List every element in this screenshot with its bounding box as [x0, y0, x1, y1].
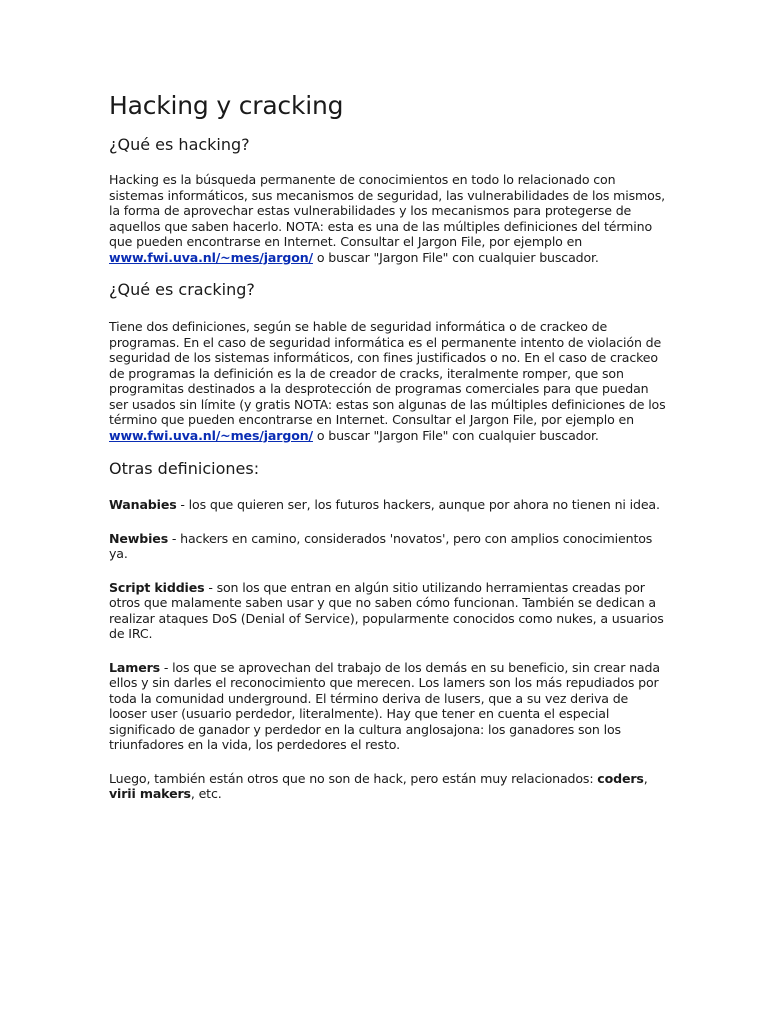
paragraph-hacking-text-end: o buscar "Jargon File" con cualquier buscador.	[312, 249, 599, 265]
term-newbies: Newbies	[109, 530, 169, 546]
term-coders: coders	[597, 770, 644, 786]
paragraph-cracking-text-end: o buscar "Jargon File" con cualquier buscador.	[312, 427, 599, 443]
term-wanabies: Wanabies	[109, 497, 177, 512]
paragraph-hacking-text: Hacking es la búsqueda permanente de conocimientos en todo lo relacionado con sistemas informáticos, sus mecanismos de seguridad, las vulnerabilidades de los mismos, la forma de aprovechar estas vulnerabilidades y los mecanismos para protegerse de aquellos que saben hacerlo. NOTA: esta es una de las múltiples definiciones del término que pueden encontrarse en Internet. Consultar el Jargon File, por ejemplo en	[109, 172, 665, 249]
definition-script-kiddies-text: - son los que entran en algún sitio utilizando herramientas creadas por otros que malamente saben usar y que no saben cómo funcionan. También se dedican a realizar ataques DoS (Denial of Service), popularmente conocidos como nukes, a usuarios de IRC.	[109, 579, 664, 641]
document-title: Hacking y cracking	[109, 91, 344, 120]
jargon-link-1[interactable]: www.fwi.uva.nl/~mes/jargon/	[109, 249, 313, 265]
heading-what-is-cracking: ¿Qué es cracking?	[109, 280, 255, 299]
closing-end: , etc.	[190, 786, 222, 801]
jargon-link-2[interactable]: www.fwi.uva.nl/~mes/jargon/	[109, 427, 313, 443]
definition-newbies-text: - hackers en camino, considerados 'novatos', pero con amplios conocimientos ya.	[109, 530, 653, 561]
definition-lamers-text: - los que se aprovechan del trabajo de los demás en su beneficio, sin crear nada ellos y sin darles el reconocimiento que merecen. Los lamers son los más repudiados por toda la comunidad underground. El término deriva de lusers, que a su vez deriva de looser user (usuario perdedor, literalmente). Hay que tener en cuenta el especial significado de ganador y perdedor en la cultura anglosajona: los ganadores son los triunfadores en la vida, los perdedores el resto.	[109, 659, 660, 752]
heading-other-definitions: Otras definiciones:	[109, 459, 260, 478]
term-virii-makers: virii makers	[109, 786, 191, 801]
paragraph-cracking-text: Tiene dos definiciones, según se hable de seguridad informática o de crackeo de programas. En el caso de seguridad informática es el permanente intento de violación de seguridad de los sistemas informáticos, con fines justificados o no. En el caso de crackeo de programas la definición es la de creador de cracks, iteralmente romper, que son programitas destinados a la desprotección de programas comerciales para que puedan ser usados sin límite (y gratis NOTA: estas son algunas de las múltiples definiciones de los término que pueden encontrarse en Internet. Consultar el Jargon File, por ejemplo en	[109, 319, 666, 427]
definition-lamers	[109, 660, 669, 753]
closing-intro: Luego, también están otros que no son de hack, pero están muy relacionados:	[109, 770, 598, 786]
paragraph-hacking	[109, 172, 669, 265]
closing-separator: ,	[643, 770, 648, 786]
definition-newbies	[109, 531, 669, 562]
heading-what-is-hacking: ¿Qué es hacking?	[109, 135, 250, 154]
paragraph-closing	[109, 771, 669, 802]
definition-wanabies	[109, 497, 669, 513]
term-lamers: Lamers	[109, 659, 160, 675]
document-body	[109, 90, 669, 802]
definition-script-kiddies	[109, 580, 669, 642]
term-script-kiddies: Script kiddies	[109, 579, 205, 595]
paragraph-cracking	[109, 319, 669, 443]
definition-wanabies-text: - los que quieren ser, los futuros hackers, aunque por ahora no tienen ni idea.	[176, 497, 660, 512]
